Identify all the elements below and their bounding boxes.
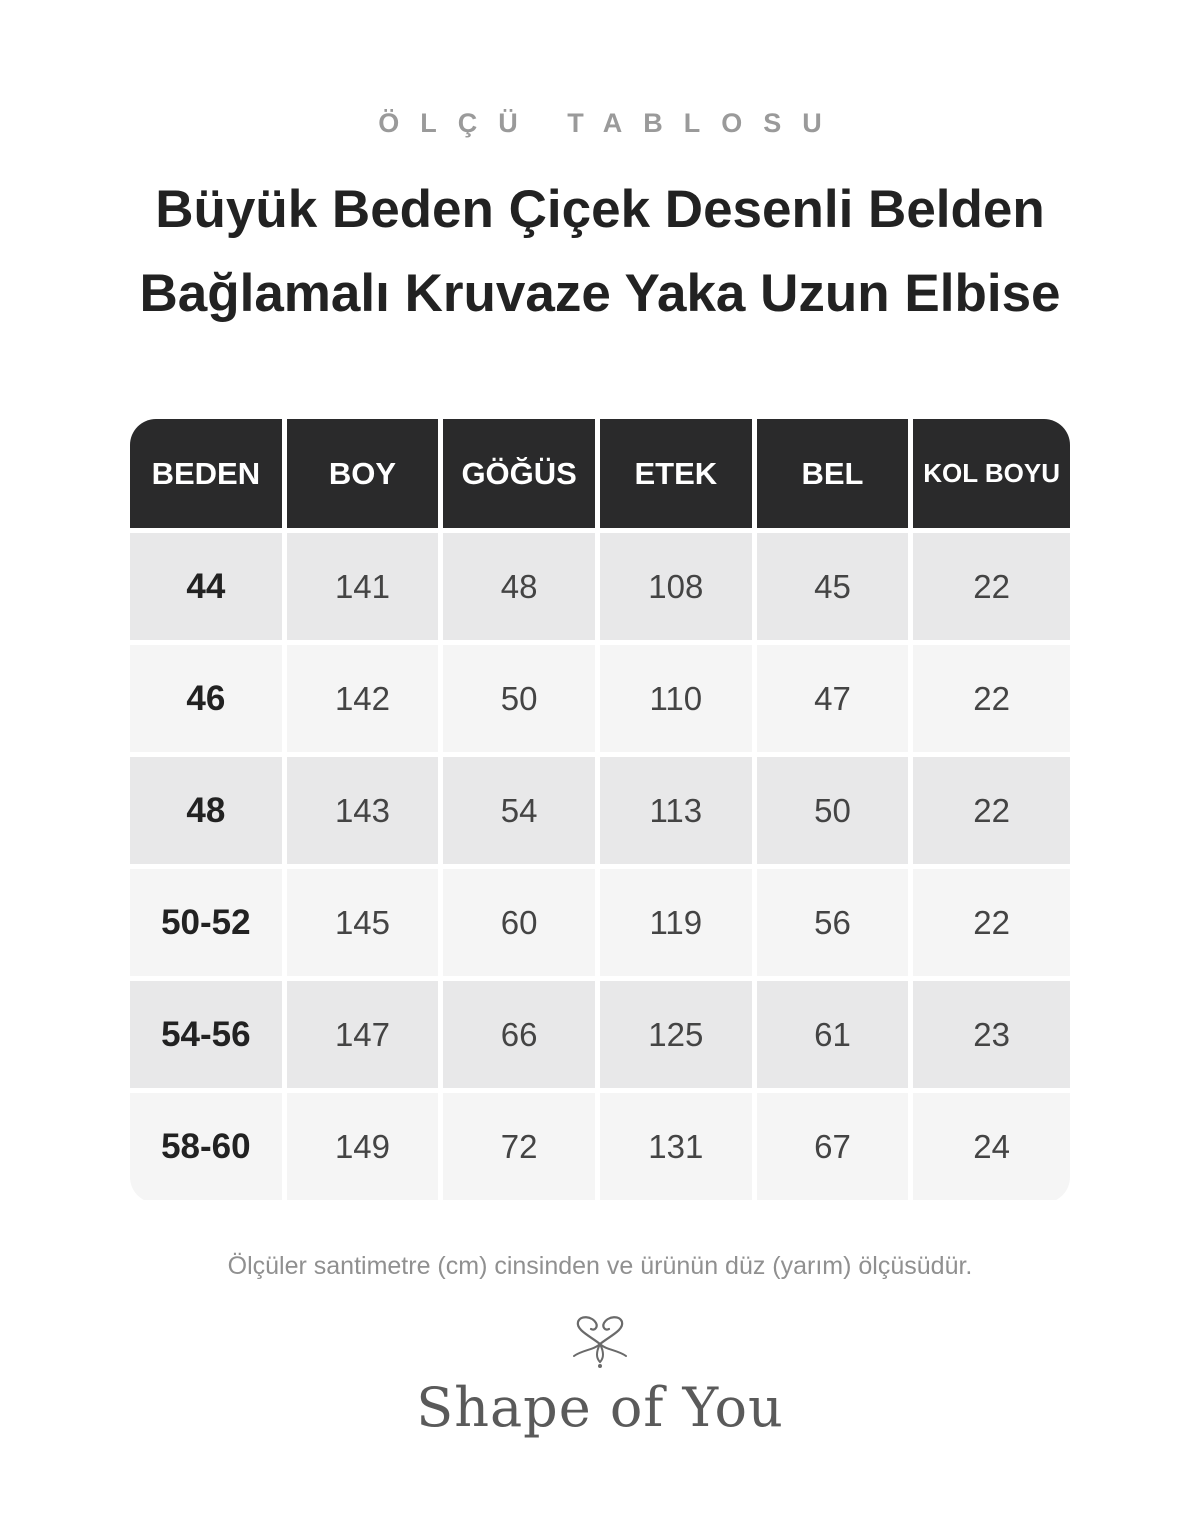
kol-boyu-cell: 22 [913,757,1070,869]
size-cell: 48 [130,757,287,869]
heart-swirl-icon [568,1314,632,1370]
table-row [130,869,1070,981]
kol-boyu-cell: 22 [913,869,1070,981]
etek-cell: 113 [600,757,757,869]
boy-cell: 141 [287,533,444,645]
boy-cell: 143 [287,757,444,869]
gogus-cell: 50 [443,645,600,757]
column-header-kol-boyu: KOL BOYU [913,419,1070,533]
product-title-line-1: Büyük Beden Çiçek Desenli Belden [155,180,1045,239]
kol-boyu-cell: 22 [913,645,1070,757]
bel-cell: 47 [757,645,914,757]
size-table [130,419,1070,1203]
etek-cell: 119 [600,869,757,981]
table-row [130,1093,1070,1200]
column-header-gogus: GÖĞÜS [443,419,600,533]
product-title [0,168,1200,336]
bel-cell: 45 [757,533,914,645]
gogus-cell: 60 [443,869,600,981]
bel-cell: 56 [757,869,914,981]
table-header-row [130,419,1070,533]
gogus-cell: 66 [443,981,600,1093]
size-cell: 46 [130,645,287,757]
measurement-note: Ölçüler santimetre (cm) cinsinden ve ürünün düz (yarım) ölçüsüdür. [227,1252,973,1280]
etek-cell: 110 [600,645,757,757]
table-row [130,981,1070,1093]
size-cell: 50-52 [130,869,287,981]
section-eyebrow: ÖLÇÜ TABLOSU [378,108,843,138]
product-title-line-2: Bağlamalı Kruvaze Yaka Uzun Elbise [139,264,1061,323]
boy-cell: 142 [287,645,444,757]
size-cell: 58-60 [130,1093,287,1200]
boy-cell: 147 [287,981,444,1093]
table-row [130,533,1070,645]
table-row [130,757,1070,869]
column-header-boy: BOY [287,419,444,533]
column-header-bel: BEL [757,419,914,533]
size-cell: 44 [130,533,287,645]
etek-cell: 131 [600,1093,757,1200]
gogus-cell: 72 [443,1093,600,1200]
column-header-etek: ETEK [600,419,757,533]
table-row [130,645,1070,757]
size-cell: 54-56 [130,981,287,1093]
gogus-cell: 54 [443,757,600,869]
bel-cell: 61 [757,981,914,1093]
etek-cell: 108 [600,533,757,645]
etek-cell: 125 [600,981,757,1093]
kol-boyu-cell: 22 [913,533,1070,645]
brand-logo-text: Shape of You [416,1376,784,1439]
gogus-cell: 48 [443,533,600,645]
bel-cell: 67 [757,1093,914,1200]
boy-cell: 145 [287,869,444,981]
column-header-beden: BEDEN [130,419,287,533]
bel-cell: 50 [757,757,914,869]
kol-boyu-cell: 23 [913,981,1070,1093]
boy-cell: 149 [287,1093,444,1200]
kol-boyu-cell: 24 [913,1093,1070,1200]
